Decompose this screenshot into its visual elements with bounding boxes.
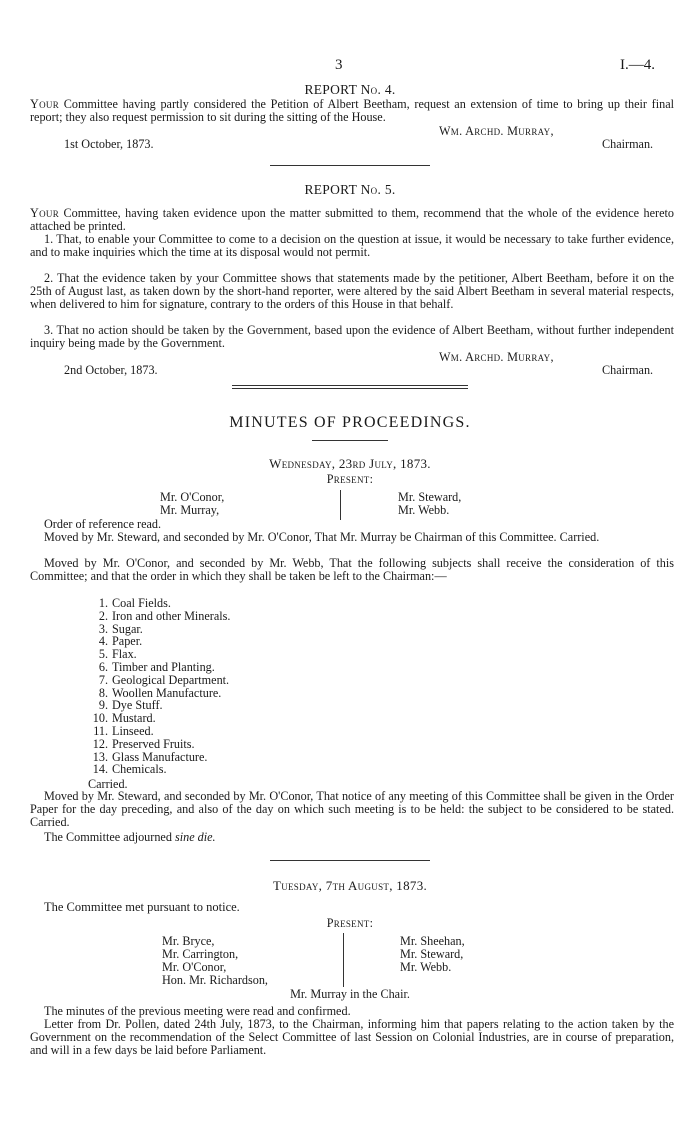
list-item: 13. Glass Manufacture. bbox=[92, 749, 208, 764]
report-4-signatory: Wm. Archd. Murray, bbox=[439, 124, 554, 138]
report-5-lead-word: Your bbox=[30, 206, 60, 220]
meeting-1-present-label: Present: bbox=[326, 472, 374, 486]
report-5-intro bbox=[30, 207, 674, 233]
member-name: Mr. O'Conor, bbox=[160, 490, 225, 504]
title-underline bbox=[312, 440, 388, 441]
member-name: Mr. Bryce, bbox=[162, 934, 215, 948]
meeting-1-para-3: Moved by Mr. O'Conor, and seconded by Mr. Webb, That the following subjects shall receive the consideration of this Committee; and that the order in which they shall be taken be left to the Chairman:— bbox=[30, 556, 674, 583]
list-item: 1. Coal Fields. bbox=[98, 596, 171, 610]
list-item: 4. Paper. bbox=[98, 634, 143, 649]
meeting-2-date: Tuesday, 7th August, 1873. bbox=[272, 878, 428, 893]
meeting-2-notice: The Committee met pursuant to notice. bbox=[44, 900, 240, 914]
meeting-1-date: Wednesday, 23rd July, 1873. bbox=[269, 456, 431, 471]
document-reference: I.—4. bbox=[620, 57, 655, 73]
list-item: 2. Iron and other Minerals. bbox=[98, 608, 231, 623]
report-5-item-2: 2. That the evidence taken by your Committee shows that statements made by the petitioner, Albert Beetham, before it on the 25th of August last, as taken down by the short-hand reporter, were altered by the said Albert Beetham in several material respects, when delivered to him for signature, contrary to the orders of this House in that behalf. bbox=[30, 271, 674, 311]
meeting-2-para-1: The minutes of the previous meeting were read and confirmed. bbox=[44, 1004, 351, 1018]
meeting-2-present-left bbox=[162, 935, 268, 987]
section-divider bbox=[270, 165, 430, 166]
meeting-2-para-2: Letter from Dr. Pollen, dated 24th July, 1873, to the Chairman, informing him that papers relating to the action taken by the Government on the recommendation of the Select Committee of last Session on Colonial Industries, are in course of preparation, and will in a few days be laid before Parliament. bbox=[30, 1017, 674, 1057]
meeting-1-carried: Carried. bbox=[88, 777, 128, 791]
report-5-role: Chairman. bbox=[602, 363, 654, 377]
member-name: Mr. Carrington, bbox=[162, 946, 239, 961]
subjects-list bbox=[90, 597, 230, 776]
section-divider bbox=[270, 860, 430, 861]
list-item: 9. Dye Stuff. bbox=[98, 698, 163, 713]
report-4-body bbox=[30, 98, 674, 124]
member-name: Mr. Steward, bbox=[398, 490, 462, 504]
member-name: Mr. Murray, bbox=[160, 502, 220, 517]
present-column-divider bbox=[343, 933, 344, 987]
list-item: 11. Linseed. bbox=[93, 723, 154, 738]
list-item: 10. Mustard. bbox=[92, 711, 156, 726]
report-5-signatory: Wm. Archd. Murray, bbox=[439, 350, 554, 364]
section-divider-double bbox=[232, 385, 468, 386]
member-name: Mr. Webb. bbox=[400, 959, 452, 974]
report-4-text: Committee having partly considered the Petition of Albert Beetham, request an extension of time to bring up their final report; they also request permission to sit during the sitting of the House. bbox=[30, 97, 674, 124]
report-4-title: REPORT No. 4. bbox=[304, 82, 396, 97]
report-4-lead-word: Your bbox=[30, 97, 60, 111]
meeting-1-present-right bbox=[398, 491, 461, 517]
report-5-intro-text: Committee, having taken evidence upon the matter submitted to them, recommend that the whole of the evidence hereto attached be printed. bbox=[30, 206, 674, 233]
member-name: Mr. O'Conor, bbox=[162, 959, 227, 974]
report-5-date: 2nd October, 1873. bbox=[64, 363, 158, 377]
meeting-1-adjourned: The Committee adjourned sine die. bbox=[44, 830, 216, 844]
meeting-2-present-right bbox=[400, 935, 465, 974]
member-name: Mr. Webb. bbox=[398, 502, 450, 517]
present-column-divider bbox=[340, 490, 341, 520]
report-4-role: Chairman. bbox=[602, 137, 654, 151]
report-5-title: REPORT No. 5. bbox=[304, 182, 396, 197]
list-item: 6. Timber and Planting. bbox=[98, 659, 215, 674]
meeting-1-para-4: Moved by Mr. Steward, and seconded by Mr. O'Conor, That notice of any meeting of this Committee shall be given in the Order Paper for the day preceding, and also of the day on which such meeting is to be held: the subject to be considered to be stated. Carried. bbox=[30, 789, 674, 829]
meeting-1-para-1: Order of reference read. bbox=[44, 517, 162, 531]
report-5-item-3: 3. That no action should be taken by the Government, based upon the evidence of Albert Beetham, without further independent inquiry being made by the Government. bbox=[30, 323, 674, 350]
list-item: 12. Preserved Fruits. bbox=[92, 736, 195, 751]
meeting-1-present-left bbox=[160, 491, 224, 517]
member-name: Hon. Mr. Richardson, bbox=[162, 972, 268, 987]
list-item: 8. Woollen Manufacture. bbox=[98, 685, 222, 700]
report-5-item-1: 1. That, to enable your Committee to come to a decision on the question at issue, it would be necessary to take further evidence, and to make inquiries which the time at its disposal would not permit. bbox=[30, 232, 674, 259]
report-4-date: 1st October, 1873. bbox=[64, 137, 154, 151]
list-item: 3. Sugar. bbox=[98, 621, 143, 636]
section-divider-double bbox=[232, 388, 468, 389]
list-item: 7. Geological Department. bbox=[98, 672, 230, 687]
member-name: Mr. Sheehan, bbox=[400, 934, 465, 948]
meeting-1-para-2: Moved by Mr. Steward, and seconded by Mr. O'Conor, That Mr. Murray be Chairman of this Committee. Carried. bbox=[44, 530, 600, 544]
page-number: 3 bbox=[335, 57, 343, 73]
member-name: Mr. Steward, bbox=[400, 946, 464, 961]
list-item: 5. Flax. bbox=[98, 647, 137, 662]
list-item: 14. Chemicals. bbox=[92, 762, 167, 777]
minutes-title: MINUTES OF PROCEEDINGS. bbox=[229, 414, 471, 431]
meeting-2-present-label: Present: bbox=[326, 916, 374, 930]
meeting-2-chair: Mr. Murray in the Chair. bbox=[290, 987, 410, 1001]
